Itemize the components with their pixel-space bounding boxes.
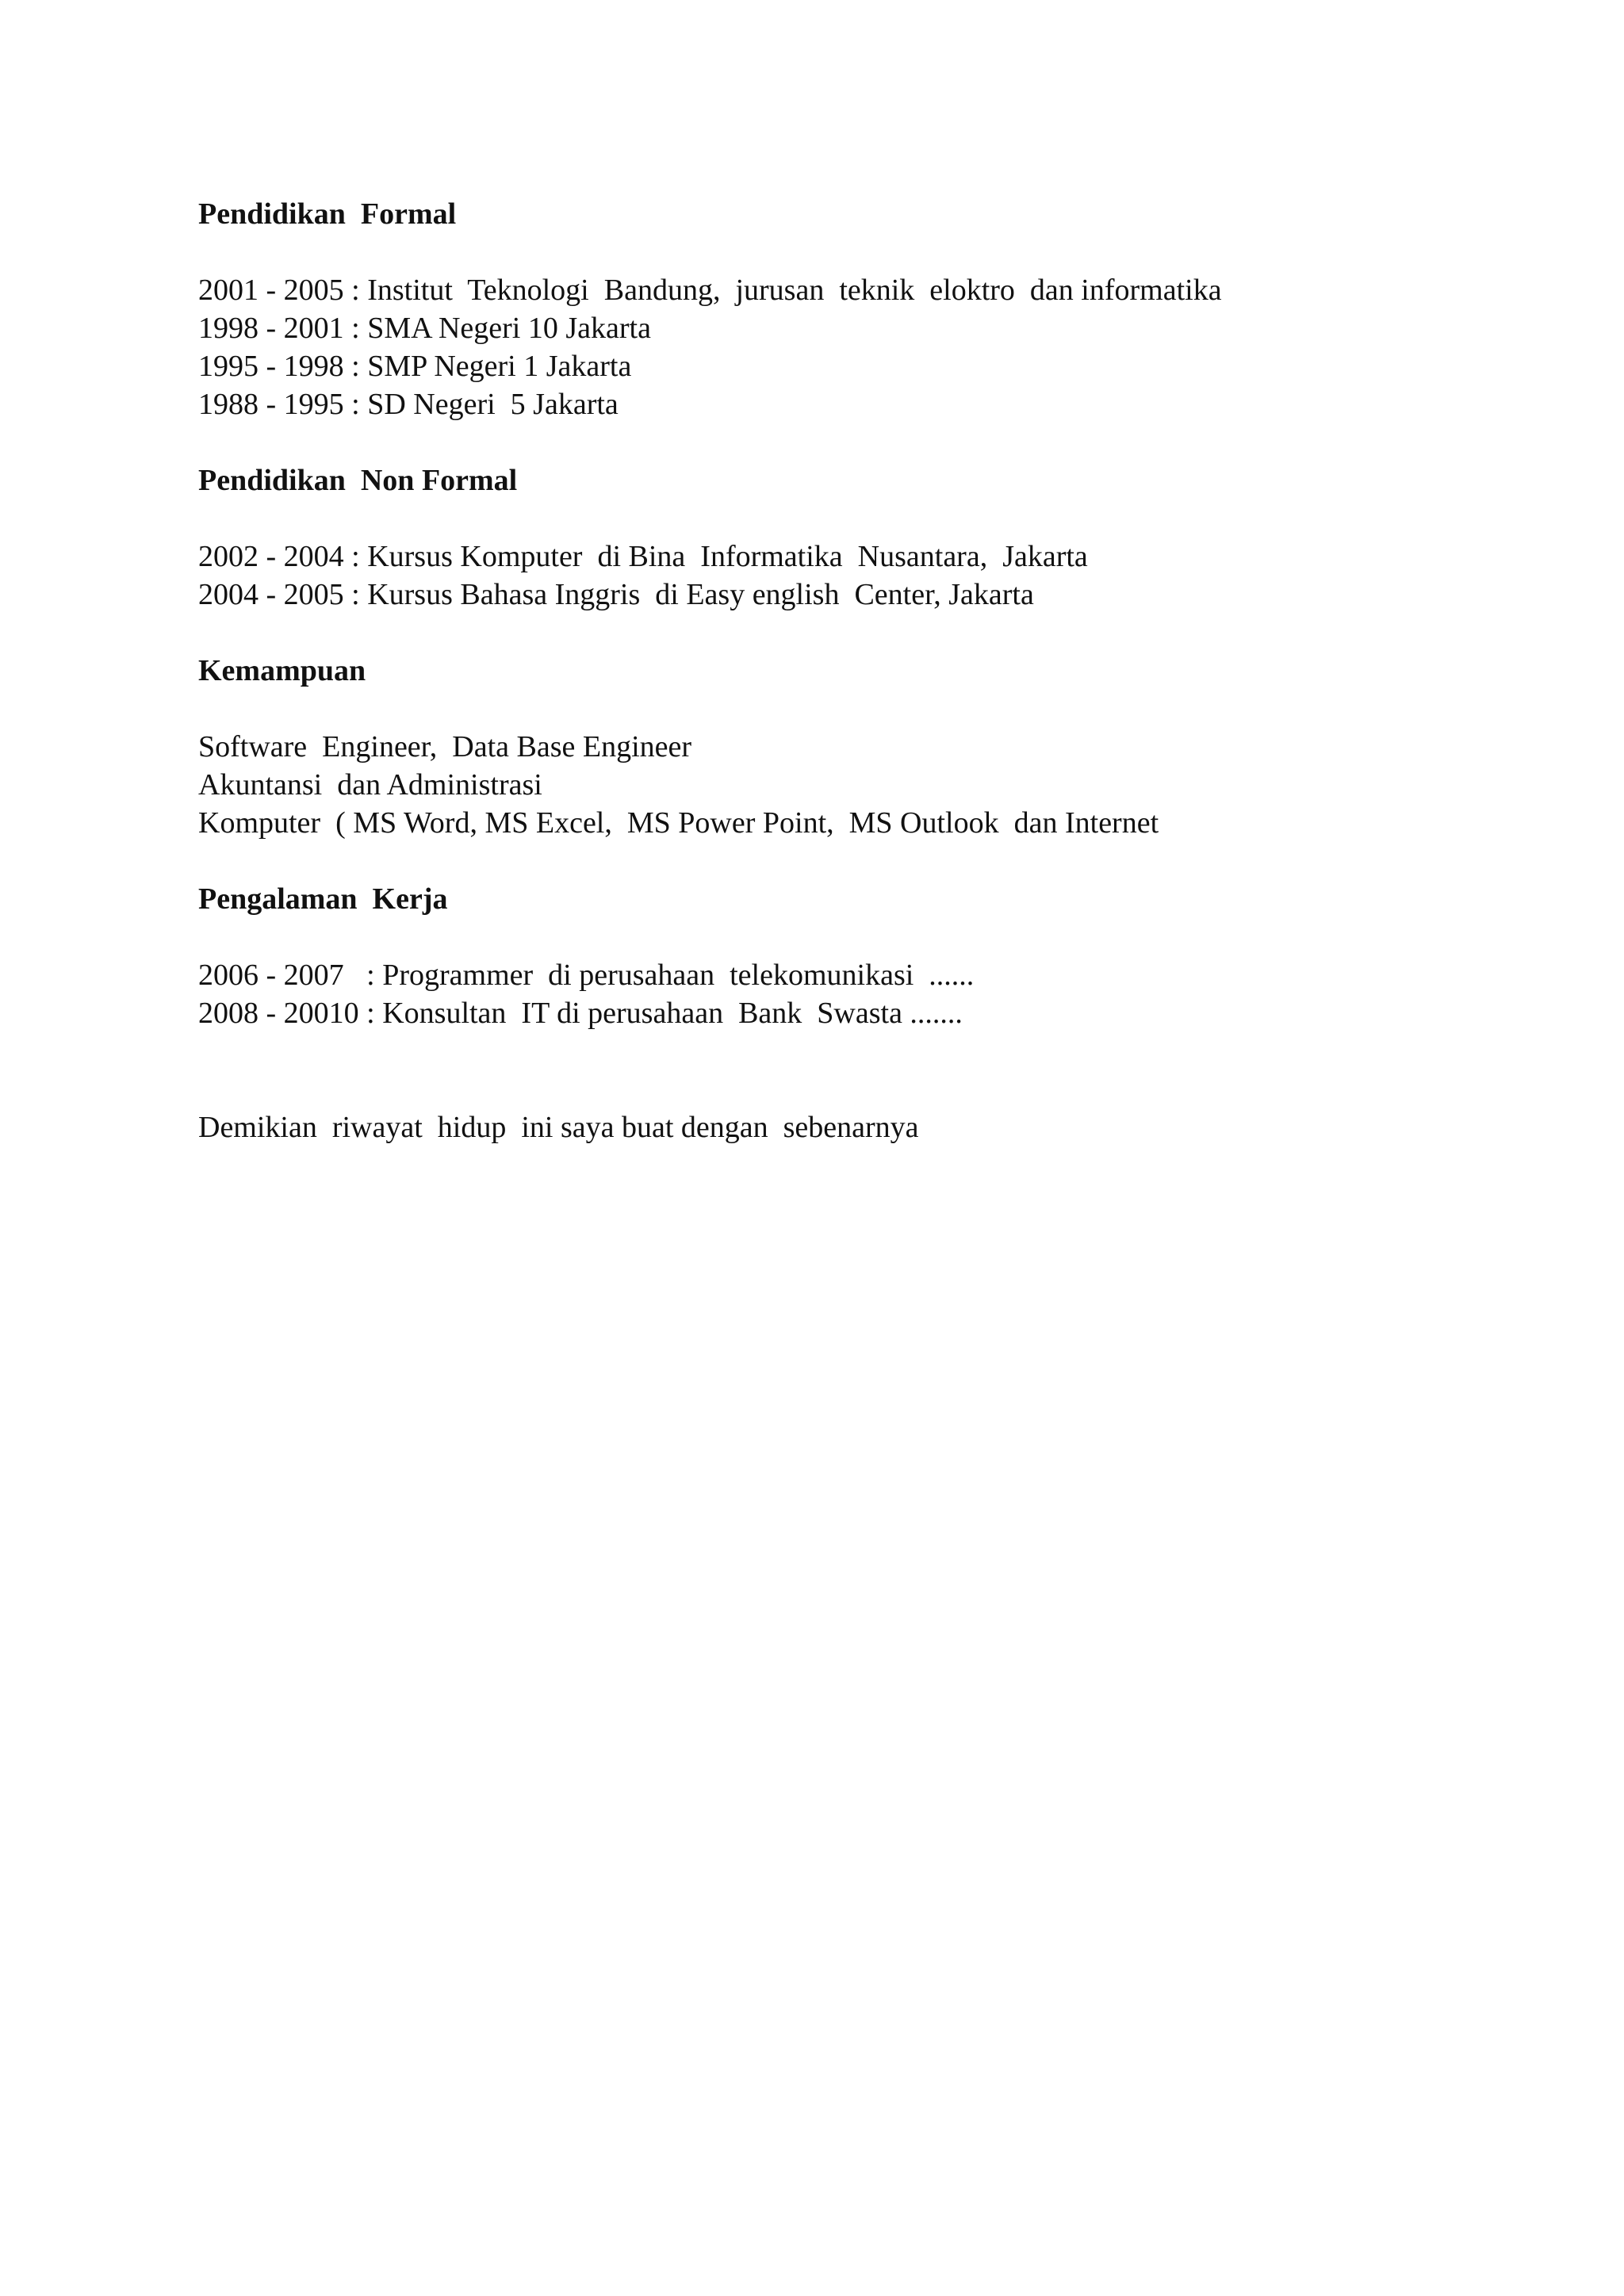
- nonformal-education-list: [198, 538, 1546, 614]
- nonformal-education-item: 2002 - 2004 : Kursus Komputer di Bina Informatika Nusantara, Jakarta: [198, 540, 1088, 573]
- closing-statement: Demikian riwayat hidup ini saya buat dengan sebenarnya: [198, 1111, 919, 1144]
- skill-item: Software Engineer, Data Base Engineer: [198, 730, 692, 763]
- formal-education-item: 1988 - 1995 : SD Negeri 5 Jakarta: [198, 388, 619, 421]
- skills-list: [198, 728, 1546, 842]
- cv-content: [198, 195, 1546, 1146]
- formal-education-item: 1998 - 2001 : SMA Negeri 10 Jakarta: [198, 312, 651, 345]
- formal-education-item: 1995 - 1998 : SMP Negeri 1 Jakarta: [198, 350, 632, 383]
- skill-item: Akuntansi dan Administrasi: [198, 768, 542, 802]
- nonformal-education-heading: Pendidikan Non Formal: [198, 464, 518, 497]
- work-experience-heading: Pengalaman Kerja: [198, 882, 448, 916]
- formal-education-item: 2001 - 2005 : Institut Teknologi Bandung, jurusan teknik eloktro dan informatika: [198, 274, 1222, 307]
- work-experience-item: 2008 - 20010 : Konsultan IT di perusahaan Bank Swasta .......: [198, 997, 963, 1030]
- formal-education-heading: Pendidikan Formal: [198, 197, 457, 231]
- skills-heading: Kemampuan: [198, 654, 366, 687]
- nonformal-education-item: 2004 - 2005 : Kursus Bahasa Inggris di Easy english Center, Jakarta: [198, 578, 1034, 611]
- work-experience-list: [198, 956, 1546, 1032]
- skill-item: Komputer ( MS Word, MS Excel, MS Power Point, MS Outlook dan Internet: [198, 806, 1159, 840]
- formal-education-list: [198, 271, 1546, 423]
- work-experience-item: 2006 - 2007 : Programmer di perusahaan telekomunikasi ......: [198, 959, 975, 992]
